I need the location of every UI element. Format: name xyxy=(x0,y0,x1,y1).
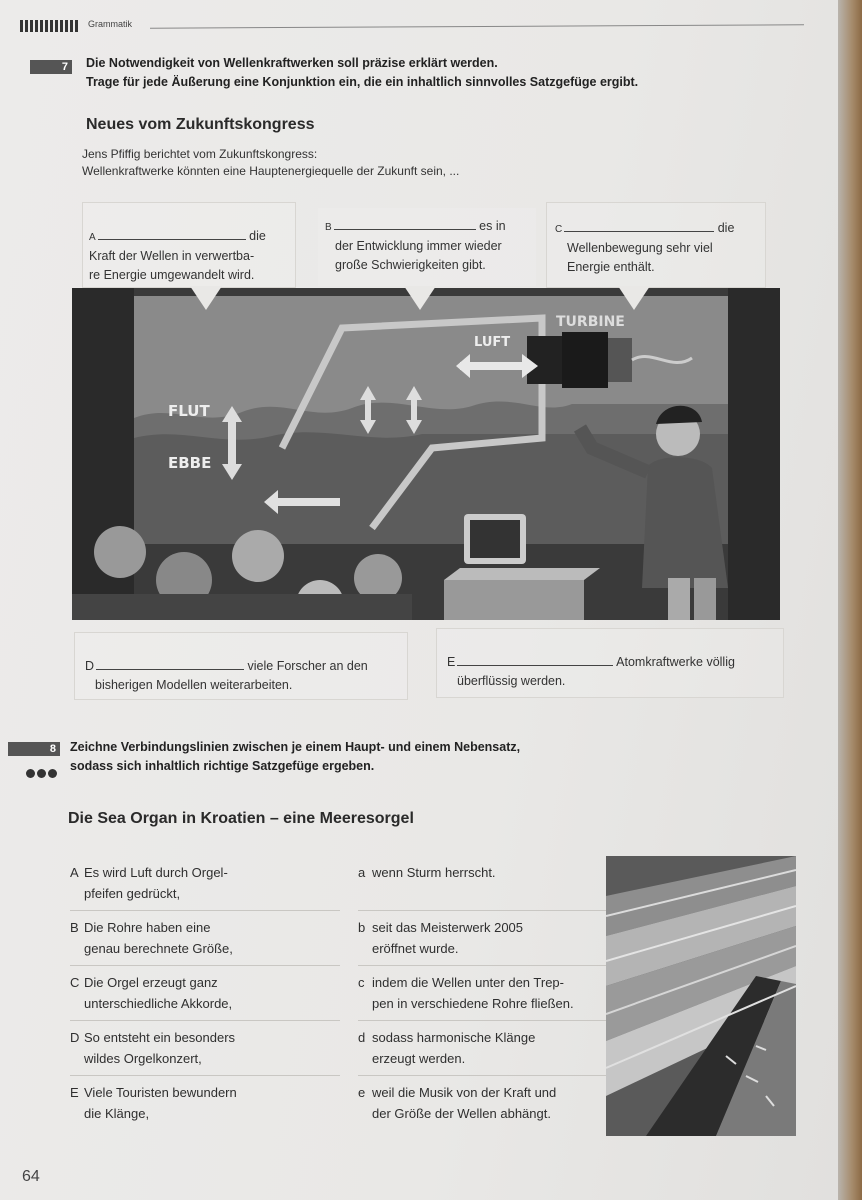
speech-bubble-b xyxy=(318,208,536,286)
lectern xyxy=(444,580,584,620)
task8-instruction xyxy=(70,738,520,776)
wave-power-illustration xyxy=(72,288,780,620)
answer-blank-b[interactable] xyxy=(334,217,476,230)
clause-line1: indem die Wellen unter den Trep- xyxy=(372,975,564,990)
bubble-e-line2: überflüssig werden. xyxy=(457,674,566,688)
bubble-c-line3: Energie enthält. xyxy=(567,260,655,274)
right-curtain xyxy=(728,288,780,620)
bubble-b-after: es in xyxy=(479,219,506,233)
speech-bubble-d xyxy=(74,632,408,700)
task8-instruction-line1: Zeichne Verbindungslinien zwischen je einem Haupt- und einem Nebensatz, xyxy=(70,740,521,754)
clause-line2: pen in verschiedene Rohre fließen. xyxy=(372,996,574,1011)
clause-letter: d xyxy=(358,1030,366,1045)
task-number-7: 7 xyxy=(30,60,72,74)
answer-blank-d[interactable] xyxy=(96,657,244,670)
bubble-e-after: Atomkraftwerke völlig xyxy=(616,655,735,669)
speech-bubble-a xyxy=(82,202,296,288)
bubble-a-line3: re Energie umgewandelt wird. xyxy=(89,268,255,282)
bubble-b-pointer xyxy=(404,286,436,310)
bubble-a-line2: Kraft der Wellen in verwertba- xyxy=(89,249,255,263)
task8-instruction-line2: sodass sich inhaltlich richtige Satzgefüge ergeben. xyxy=(70,759,375,773)
section-label: Grammatik xyxy=(88,19,133,29)
answer-blank-a[interactable] xyxy=(98,227,246,240)
bubble-d-line2: bisherigen Modellen weiterarbeiten. xyxy=(95,678,293,692)
clause-letter: C xyxy=(70,975,80,990)
bubble-c-after: die xyxy=(717,221,735,235)
main-clauses-list xyxy=(70,862,340,1130)
presenter-leg-2 xyxy=(694,578,716,620)
sea-organ-steps-image xyxy=(606,856,796,1136)
clause-letter: D xyxy=(70,1030,80,1045)
bubble-b-line2: der Entwicklung immer wieder xyxy=(335,239,502,253)
header-bars-decoration xyxy=(20,20,80,32)
answer-blank-c[interactable] xyxy=(564,219,714,232)
clause-letter: a xyxy=(358,865,366,880)
bubble-a-pointer xyxy=(190,286,222,310)
difficulty-dots xyxy=(26,765,59,783)
bubble-a-after: die xyxy=(249,229,266,243)
clause-line1: Die Orgel erzeugt ganz xyxy=(84,975,218,990)
turbine-label: TURBINE xyxy=(556,314,625,330)
sub-clause-e[interactable] xyxy=(358,1082,606,1130)
task7-title: Neues vom Zukunftskongress xyxy=(86,116,315,133)
bubble-letter: E xyxy=(447,655,456,669)
laptop-base xyxy=(444,568,600,580)
sub-clause-d[interactable] xyxy=(358,1027,606,1076)
clause-letter: A xyxy=(70,865,79,880)
main-clause-c[interactable] xyxy=(70,972,340,1021)
clause-line1: Es wird Luft durch Orgel- xyxy=(84,865,228,880)
main-clause-a[interactable] xyxy=(70,862,340,911)
task7-intro-line2: Wellenkraftwerke könnten eine Hauptenergiequelle der Zukunft sein, ... xyxy=(82,164,460,178)
bubble-d-after: viele Forscher an den xyxy=(247,659,368,673)
answer-blank-e[interactable] xyxy=(457,653,613,666)
speech-bubble-e xyxy=(436,628,784,698)
clause-letter: B xyxy=(70,920,79,935)
sub-clause-b[interactable] xyxy=(358,917,606,966)
turbine-rotor xyxy=(608,338,632,382)
clause-line2: unterschiedliche Akkorde, xyxy=(84,996,233,1011)
bubble-b-line3: große Schwierigkeiten gibt. xyxy=(335,258,486,272)
task7-instruction-line1: Die Notwendigkeit von Wellenkraftwerken soll präzise erklärt werden. xyxy=(86,56,498,70)
speech-bubble-c xyxy=(546,202,766,288)
bubble-letter: B xyxy=(325,222,332,233)
task7-instruction xyxy=(86,54,638,92)
clause-letter: b xyxy=(358,920,366,935)
clause-line1: sodass harmonische Klänge xyxy=(372,1030,536,1045)
turbine-body xyxy=(562,332,608,388)
clause-line2: der Größe der Wellen abhängt. xyxy=(372,1106,551,1121)
main-clause-d[interactable] xyxy=(70,1027,340,1076)
luft-label: LUFT xyxy=(474,335,511,350)
bubble-c-pointer xyxy=(618,286,650,310)
bubble-letter: D xyxy=(85,659,95,673)
task7-intro xyxy=(82,146,459,180)
sub-clause-a[interactable] xyxy=(358,862,606,911)
bubble-letter: A xyxy=(89,232,96,243)
clause-line1: wenn Sturm herrscht. xyxy=(372,865,496,880)
clause-line2: wildes Orgelkonzert, xyxy=(84,1051,202,1066)
sub-clauses-list xyxy=(358,862,606,1130)
ebbe-label: EBBE xyxy=(168,454,212,472)
clause-line2: die Klänge, xyxy=(84,1106,150,1121)
clause-line1: weil die Musik von der Kraft und xyxy=(372,1085,557,1100)
desk-edge xyxy=(838,0,862,1200)
clause-line1: Die Rohre haben eine xyxy=(84,920,211,935)
clause-line1: So entsteht ein besonders xyxy=(84,1030,236,1045)
presenter-leg-1 xyxy=(668,578,690,620)
clause-line2: pfeifen gedrückt, xyxy=(84,886,181,901)
bubble-c-line2: Wellenbewegung sehr viel xyxy=(567,241,713,255)
audience-head-1 xyxy=(94,526,146,578)
clause-line2: genau berechnete Größe, xyxy=(84,941,233,956)
main-clause-e[interactable] xyxy=(70,1082,340,1130)
sub-clause-c[interactable] xyxy=(358,972,606,1021)
sea-organ-photo xyxy=(606,856,796,1136)
task8-title: Die Sea Organ in Kroatien – eine Meeresorgel xyxy=(68,810,414,827)
clause-line2: erzeugt werden. xyxy=(372,1051,466,1066)
main-clause-b[interactable] xyxy=(70,917,340,966)
task7-instruction-line2: Trage für jede Äußerung eine Konjunktion ein, die ein inhaltlich sinnvolles Satzgefüge ergibt. xyxy=(86,75,639,89)
bubble-letter: C xyxy=(555,224,563,235)
clause-letter: e xyxy=(358,1085,366,1100)
audience-head-3 xyxy=(232,530,284,582)
clause-line1: Viele Touristen bewundern xyxy=(84,1085,237,1100)
audience-shoulders xyxy=(72,594,412,620)
clause-line1: seit das Meisterwerk 2005 xyxy=(372,920,524,935)
laptop-display xyxy=(470,520,520,558)
classroom-scene xyxy=(72,288,780,620)
task7-intro-line1: Jens Pfiffig berichtet vom Zukunftskongress: xyxy=(82,147,318,161)
task-number-8: 8 xyxy=(8,742,60,756)
clause-letter: E xyxy=(70,1085,79,1100)
flut-label: FLUT xyxy=(168,402,210,420)
page-number: 64 xyxy=(22,1168,40,1185)
clause-line2: eröffnet wurde. xyxy=(372,941,459,956)
clause-letter: c xyxy=(358,975,365,990)
